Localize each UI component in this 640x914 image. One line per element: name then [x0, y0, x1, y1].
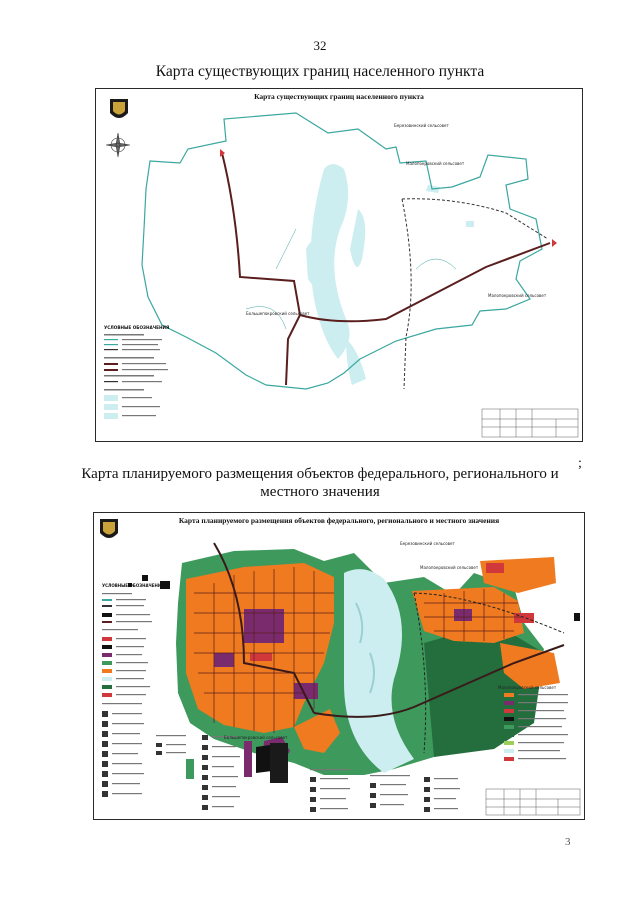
label-east: Малопокровский сельсовет [488, 293, 547, 298]
coat-of-arms-icon [110, 99, 128, 118]
map1-drawing [96, 89, 582, 441]
map1-caption: Карта существующих границ населенного пункта [155, 63, 485, 80]
label-north: Березовинский сельсовет [394, 123, 449, 128]
river-water [306, 164, 474, 385]
page-number: 32 [313, 38, 327, 53]
label-northeast: Малопокровский сельсовет [406, 161, 465, 166]
coat-of-arms-icon [100, 519, 118, 538]
label-southwest: Большепокровский сельсовет [246, 311, 310, 316]
existing-boundaries-map [95, 88, 583, 442]
map2-legend-title: УСЛОВНЫЕ ОБОЗНАЧЕНИЯ [102, 583, 165, 588]
label-northeast: Малопокровский сельсовет [420, 565, 479, 570]
compass-rose-icon [106, 133, 130, 157]
label-southwest: Большепокровский сельсовет [224, 735, 288, 740]
map1-title: Карта существующих границ населенного пункта [254, 92, 424, 101]
semicolon-mark: ; [578, 456, 582, 471]
map2-title-block [486, 789, 580, 815]
map1-legend-title: УСЛОВНЫЕ ОБОЗНАЧЕНИЯ [104, 325, 170, 330]
map2-caption: Карта планируемого размещения объектов федерального, регионального и местного значения [81, 466, 559, 500]
map2-title: Карта планируемого размещения объектов федерального, регионального и местного значения [178, 516, 500, 525]
label-north: Березовинский сельсовет [400, 541, 455, 546]
map1-title-block [482, 409, 578, 437]
map2-drawing [94, 513, 584, 819]
map2-legend [102, 583, 164, 797]
planned-objects-map [93, 512, 585, 820]
stray-mark: 3 [565, 836, 571, 848]
map1-legend [104, 325, 169, 419]
main-road [222, 153, 550, 385]
label-east: Малопокровский сельсовет [498, 685, 557, 690]
